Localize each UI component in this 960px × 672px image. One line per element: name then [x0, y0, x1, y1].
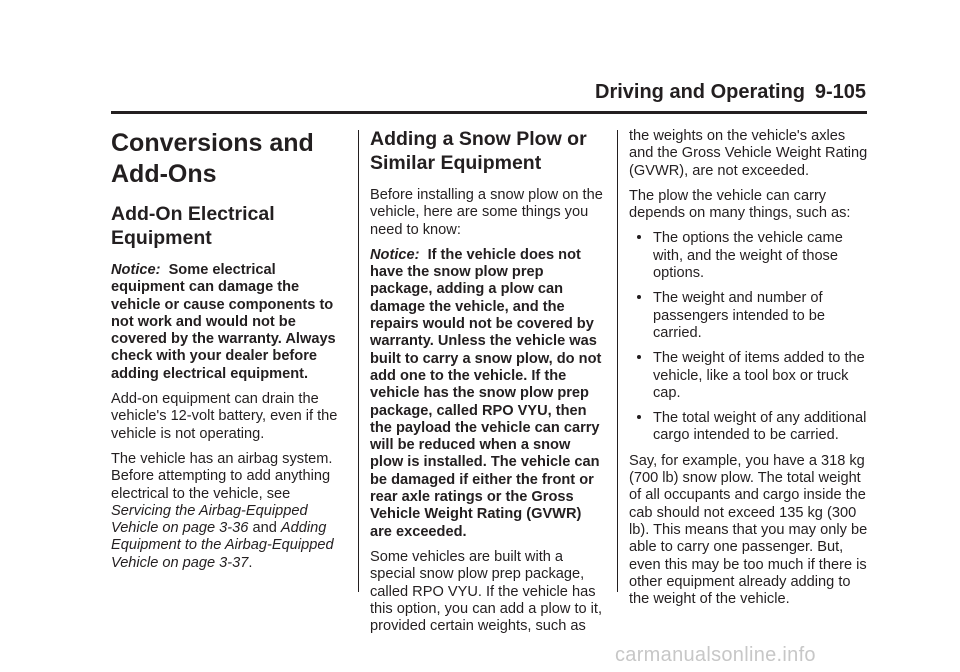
subsection-heading-snow-plow: Adding a Snow Plow or Similar Equipment	[370, 128, 587, 174]
column-1	[111, 128, 341, 580]
column-3	[629, 128, 869, 616]
notice-electrical	[111, 262, 341, 383]
airbag-reference-1[interactable]: Servicing the Airbag-Equipped Vehicle on page 3-36	[111, 502, 308, 537]
subsection-heading-electrical: Add-On Electrical Equipment	[111, 203, 275, 249]
paragraph-prep-package: Some vehicles are built with a special snow plow prep package, called RPO VYU. If the vehicle has this option, you can add a plow to it, provided certain weights, such as	[370, 548, 603, 635]
column-2	[370, 128, 607, 643]
paragraph-example: Say, for example, you have a 318 kg (700 lb) snow plow. The total weight of all occupants and cargo inside the cab should not exceed 135 kg (300 lb). This means that you may only be able to carry one passenger. But, even this may be too much if there is other equipment already adding to the weight of the vehicle.	[629, 452, 868, 608]
list-item: The options the vehicle came with, and the weight of those options.	[629, 230, 869, 282]
notice-label: Notice:	[370, 246, 420, 263]
airbag-text: The vehicle has an airbag system. Before attempting to add anything electrical to the vehicle, see	[111, 450, 333, 502]
paragraph-airbag	[111, 451, 341, 572]
running-header	[595, 81, 866, 104]
and-text: and	[252, 520, 277, 537]
notice-text: Some electrical equipment can damage the vehicle or cause components to not work and would not be covered by the warranty. Always check with your dealer before adding electrical equipment.	[111, 262, 336, 382]
header-rule	[111, 111, 867, 114]
paragraph-intro: Before installing a snow plow on the vehicle, here are some things you need to know:	[370, 187, 603, 238]
list-item: The weight and number of passengers intended to be carried.	[629, 290, 869, 342]
section-heading: Conversions and Add-Ons	[111, 129, 314, 188]
notice-label: Notice:	[111, 262, 161, 278]
section-title: Driving and Operating	[595, 81, 806, 103]
paragraph-weights: the weights on the vehicle's axles and the Gross Vehicle Weight Rating (GVWR), are not exceeded.	[629, 128, 868, 179]
column-divider-1	[358, 130, 359, 592]
list-item: The total weight of any additional cargo intended to be carried.	[629, 410, 869, 445]
watermark: carmanualsonline.info	[615, 644, 816, 666]
column-divider-2	[617, 130, 618, 592]
factor-list	[629, 230, 869, 444]
paragraph-battery: Add-on equipment can drain the vehicle's 12-volt battery, even if the vehicle is not operating.	[111, 391, 338, 442]
period: .	[248, 554, 253, 571]
page-number: 9-105	[814, 81, 866, 103]
notice-snow-plow	[370, 247, 607, 541]
list-item: The weight of items added to the vehicle, like a tool box or truck cap.	[629, 350, 869, 402]
airbag-reference-2[interactable]: Adding Equipment to the Airbag-Equipped Vehicle on page 3-37	[111, 520, 334, 571]
paragraph-depends: The plow the vehicle can carry depends on many things, such as:	[629, 187, 851, 222]
notice-text: If the vehicle does not have the snow plow prep package, adding a plow can damage the vehicle, and the repairs would not be covered by warranty. Unless the vehicle was built to carry a snow plow, do not add one to the vehicle. If the vehicle has the snow plow prep package, called RPO VYU, then the payload the vehicle can carry will be reduced when a snow plow is installed. The vehicle can be damaged if either the front or rear axle ratings or the Gross Vehicle Weight Rating (GVWR) are exceeded.	[370, 246, 602, 540]
